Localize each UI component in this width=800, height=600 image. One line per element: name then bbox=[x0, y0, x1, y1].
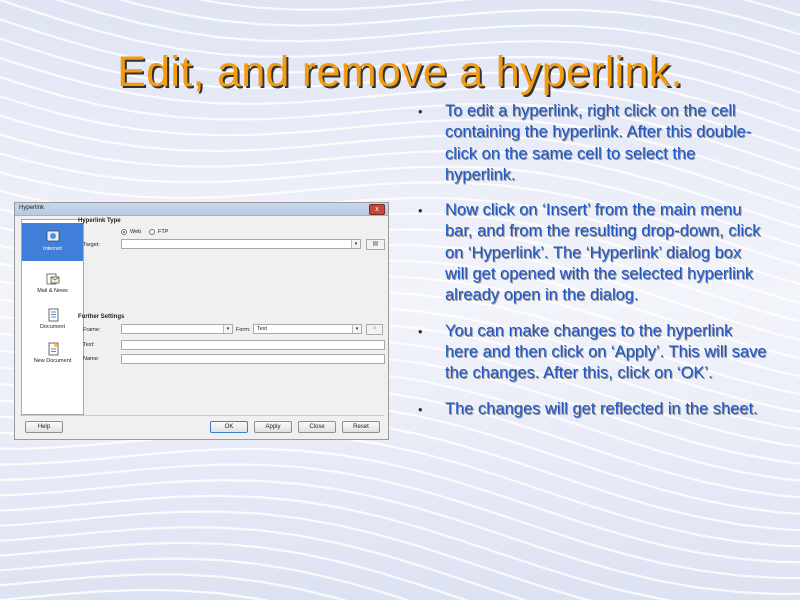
further-settings-heading: Further Settings bbox=[78, 314, 125, 320]
hyperlink-type-heading: Hyperlink Type bbox=[78, 218, 121, 224]
close-window-button[interactable]: x bbox=[369, 204, 385, 215]
sidebar-item-label: Document bbox=[39, 324, 66, 330]
ftp-radio-label: FTP bbox=[158, 229, 169, 235]
sidebar-item-label: Internet bbox=[43, 246, 62, 252]
mail-icon bbox=[46, 272, 60, 286]
help-button[interactable]: Help bbox=[25, 421, 63, 433]
bullet-item bbox=[418, 399, 768, 420]
chevron-down-icon[interactable]: ▾ bbox=[352, 325, 361, 333]
dialog-title: Hyperlink bbox=[19, 205, 45, 211]
form-combobox[interactable] bbox=[253, 324, 362, 334]
text-field[interactable] bbox=[121, 340, 385, 350]
apply-button[interactable]: Apply bbox=[254, 421, 292, 433]
close-button[interactable]: Close bbox=[298, 421, 336, 433]
target-label: Target: bbox=[83, 242, 100, 248]
frame-combobox[interactable] bbox=[121, 324, 233, 334]
sidebar-item-label: New Document bbox=[33, 358, 72, 364]
name-field[interactable] bbox=[121, 354, 385, 364]
form-label: Form: bbox=[236, 327, 251, 333]
button-separator bbox=[20, 415, 384, 416]
text-label: Text: bbox=[83, 342, 95, 348]
hyperlink-type-sidebar bbox=[21, 219, 84, 415]
open-file-button[interactable] bbox=[366, 239, 385, 250]
web-radio-label: Web bbox=[130, 229, 142, 235]
slide-title: Edit, and remove a hyperlink. bbox=[117, 48, 683, 96]
dialog-titlebar bbox=[15, 203, 388, 216]
ftp-radio[interactable] bbox=[149, 229, 155, 235]
bullet-text: Now click on ‘Insert’ from the main menu bar, and from the resulting drop-down, click on ‘Hyperlink’. The ‘Hyperlink’ dialog box will get opened with the selected hyperlink already open in the dialog. bbox=[445, 201, 761, 305]
bullet-text: To edit a hyperlink, right click on the cell containing the hyperlink. After this double-click on the same cell to select the hyperlink. bbox=[445, 102, 752, 184]
bullet-item bbox=[418, 101, 768, 186]
document-icon bbox=[46, 308, 60, 322]
bullet-item bbox=[418, 321, 768, 385]
hyperlink-dialog bbox=[14, 202, 389, 440]
bullet-item bbox=[418, 200, 768, 306]
sidebar-item-mail-news[interactable] bbox=[22, 272, 83, 302]
frame-label: Frame: bbox=[83, 327, 101, 333]
reset-button[interactable]: Reset bbox=[342, 421, 380, 433]
chevron-down-icon[interactable]: ▾ bbox=[223, 325, 232, 333]
folder-icon: ▤ bbox=[372, 241, 379, 247]
ok-button[interactable]: OK bbox=[210, 421, 248, 433]
bullet-dot: • bbox=[418, 104, 423, 119]
sidebar-item-label: Mail & News bbox=[37, 288, 68, 294]
bullet-dot: • bbox=[418, 323, 423, 339]
sidebar-item-document[interactable] bbox=[22, 308, 83, 338]
globe-icon bbox=[45, 228, 61, 244]
web-radio[interactable] bbox=[121, 229, 127, 235]
sidebar-item-new-document[interactable] bbox=[22, 342, 83, 372]
new-document-icon bbox=[46, 342, 60, 356]
events-icon: × bbox=[372, 326, 377, 332]
target-combobox[interactable] bbox=[121, 239, 361, 249]
bullet-text: The changes will get reflected in the sheet. bbox=[445, 399, 758, 418]
bullet-list bbox=[418, 101, 768, 434]
chevron-down-icon[interactable]: ▾ bbox=[351, 240, 360, 248]
bullet-dot: • bbox=[418, 203, 423, 219]
sidebar-item-internet[interactable] bbox=[22, 223, 83, 261]
form-value: Text bbox=[257, 326, 268, 332]
bullet-text: You can make changes to the hyperlink here and then click on ‘Apply’. This will save the changes. After this, click on ‘OK’. bbox=[445, 321, 767, 383]
name-label: Name: bbox=[83, 356, 100, 362]
bullet-dot: • bbox=[418, 401, 423, 417]
events-button[interactable] bbox=[366, 324, 383, 335]
